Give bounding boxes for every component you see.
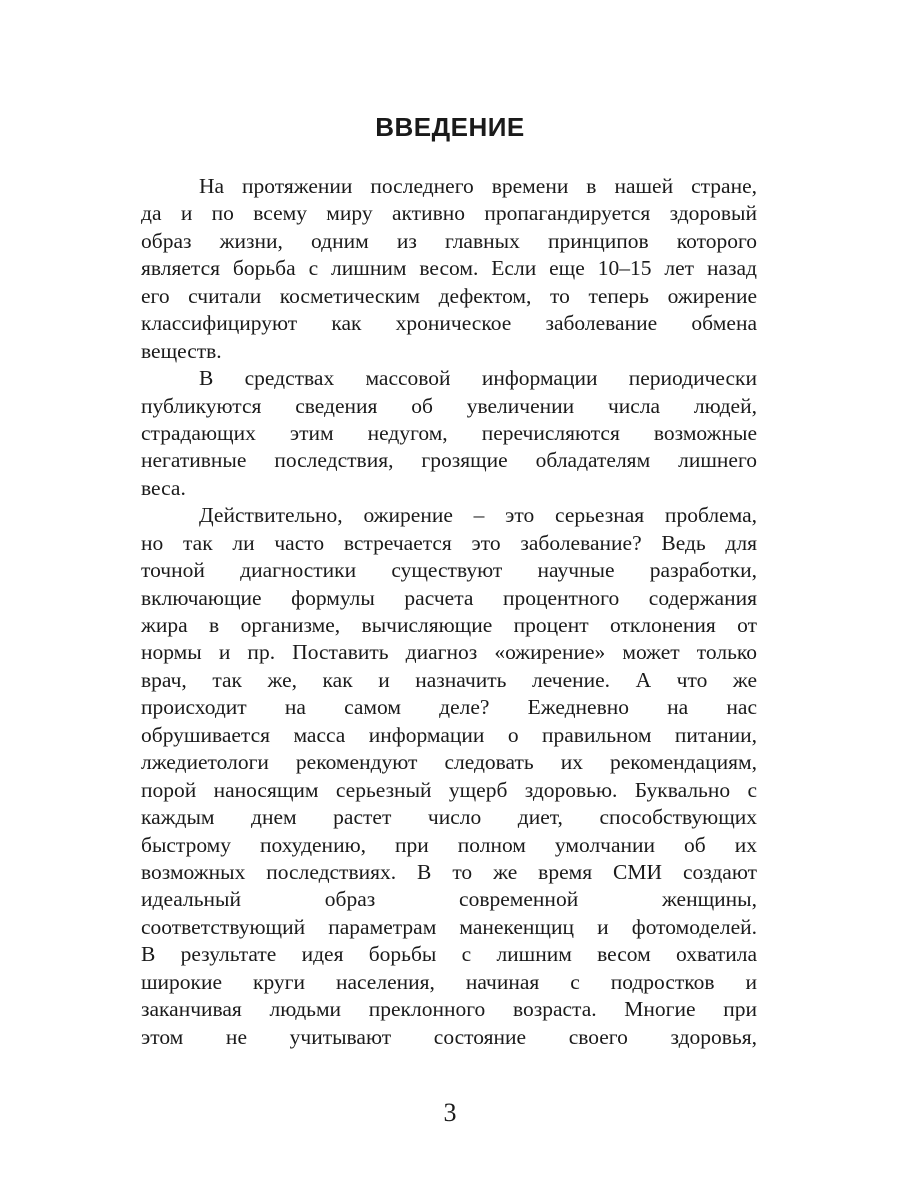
text-line: Действительно, ожирение – это серьезная проблема, [199, 503, 757, 528]
text-line: точной диагностики существуют научные разработки, [141, 558, 757, 583]
text-line: жира в организме, вычисляющие процент отклонения от [141, 613, 757, 637]
text-line: возможных последствиях. В то же время СМИ создают [141, 859, 757, 884]
text-line: образ жизни, одним из главных принципов которого [141, 228, 757, 253]
text-line: классифицируют как хроническое заболевание обмена [141, 311, 757, 336]
text-line: идеальный образ современной женщины, [141, 887, 757, 912]
text-line: быстрому похудению, при полном умолчании об их [141, 832, 757, 857]
text-line: негативные последствия, грозящие обладателям лишнего [141, 448, 757, 473]
text-line: заканчивая людьми преклонного возраста. Многие при [141, 997, 757, 1022]
text-line: каждым днем растет число диет, способствующих [141, 805, 757, 830]
page-title: ВВЕДЕНИЕ [375, 112, 525, 142]
text-line: но так ли часто встречается это заболевание? Ведь для [141, 530, 757, 555]
text-line: На протяжении последнего времени в нашей стране, [199, 174, 757, 198]
text-line: В результате идея борьбы с лишним весом охватила [141, 942, 757, 967]
body-text [141, 173, 757, 1051]
paragraph [141, 502, 757, 1051]
text-line: веса. [141, 475, 186, 500]
text-line: публикуются сведения об увеличении числа людей, [141, 393, 757, 418]
text-line: происходит на самом деле? Ежедневно на нас [141, 695, 757, 720]
page-number: 3 [443, 1098, 457, 1127]
text-line: страдающих этим недугом, перечисляются возможные [141, 420, 757, 445]
text-line: широкие круги населения, начиная с подростков и [141, 969, 757, 994]
text-line: является борьба с лишним весом. Если еще 10–15 лет назад [141, 256, 757, 281]
paragraph [141, 173, 757, 365]
text-line: соответствующий параметрам манекенщиц и фотомоделей. [141, 914, 757, 939]
text-line: да и по всему миру активно пропагандируется здоровый [141, 201, 757, 226]
text-line: лжедиетологи рекомендуют следовать их рекомендациям, [141, 750, 757, 775]
text-line: включающие формулы расчета процентного содержания [141, 585, 757, 610]
text-line: его считали косметическим дефектом, то теперь ожирение [141, 283, 757, 308]
text-line: этом не учитывают состояние своего здоровья, [141, 1024, 757, 1049]
text-line: нормы и пр. Поставить диагноз «ожирение» может только [141, 640, 757, 665]
text-line: порой наносящим серьезный ущерб здоровью. Буквально с [141, 777, 757, 802]
text-line: обрушивается масса информации о правильном питании, [141, 722, 757, 747]
text-line: В средствах массовой информации периодически [199, 366, 757, 391]
paragraph [141, 365, 757, 502]
text-line: веществ. [141, 338, 222, 363]
text-line: врач, так же, как и назначить лечение. А что же [141, 667, 757, 692]
